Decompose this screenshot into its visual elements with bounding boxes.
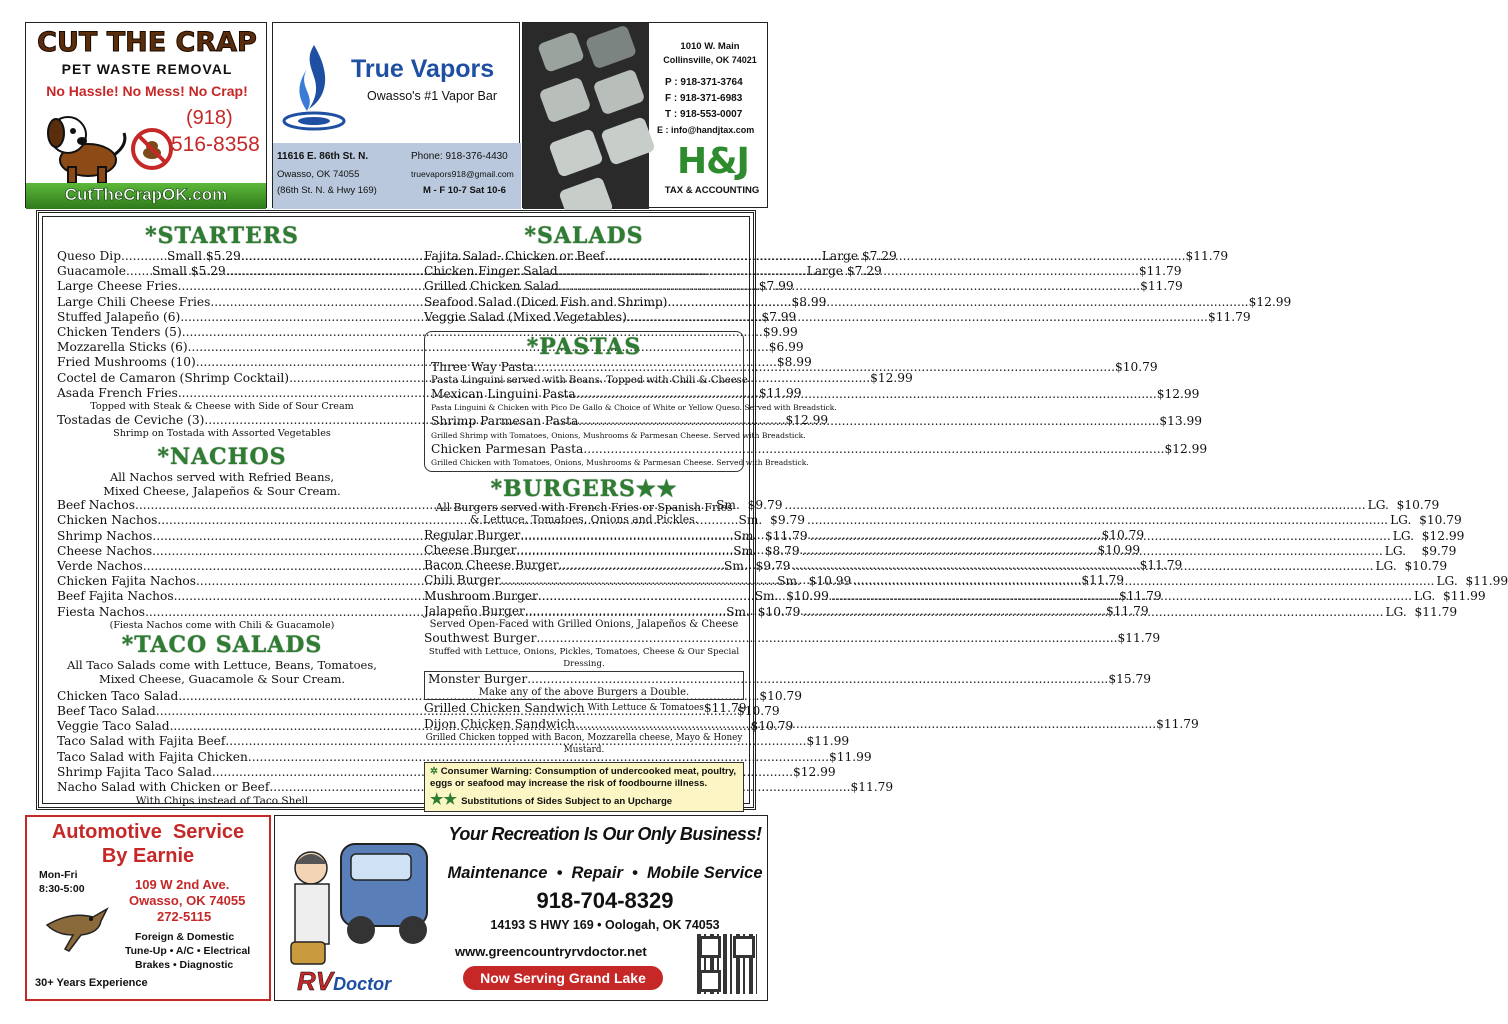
cutcrap-phone: 516-8358 [171,133,260,156]
menu-item: Shrimp Fajita Taco Salad ..... $12.99 [57,765,387,780]
menu-item: Chicken Tenders (5) ..... $9.99 [57,325,387,340]
asada-note: Topped with Steak & Cheese with Side of Sour Cream [90,401,354,413]
ad-hj-tax [522,22,768,208]
cutcrap-title: CUT THE CRAP [37,27,257,58]
jalapeno-note: Served Open-Faced with Grilled Onions, Jalapeños & Cheese [429,619,739,631]
flame-logo-icon [279,39,349,139]
menu-item: Large Cheese Fries ..... $7.99 [57,279,387,294]
vapors-email: truevapors918@gmail.com [411,169,514,179]
menu-item: Monster Burger ..... $15.79 [428,672,740,687]
pasta-note: Grilled Chicken with Tomatoes, Onions, Mushrooms & Parmesan Cheese. Served with Breadstick. [431,457,809,467]
hj-addr2: Collinsville, OK 74021 [663,55,757,65]
cutcrap-area: (918) [186,107,233,129]
auto-addr2: Owasso, OK 74055 [129,893,246,908]
taco-intro2: Mixed Cheese, Guacamole & Sour Cream. [98,671,346,686]
vapors-addr3: (86th St. N. & Hwy 169) [277,185,377,196]
monster-note: Make any of the above Burgers a Double. [478,687,690,699]
menu-item: Mushroom Burger ..... $11.79 [424,589,744,604]
auto-s1: Foreign & Domestic [135,931,235,943]
hj-email: E : info@handjtax.com [657,125,755,135]
menu-item: Bacon Cheese Burger ..... $11.79 [424,558,744,573]
southwest-note: Stuffed with Lettuce, Onions, Pickles, Tomatoes, Cheese & Our Special Dressing. [428,647,740,670]
rv-logo [297,966,391,997]
menu-item: Regular Burger ..... $10.79 [424,528,744,543]
burgers-intro1: All Burgers served with French Fries or Spanish Fries [435,500,733,514]
menu-item: Chicken Finger Salad ..... $11.79 [424,264,744,279]
rv-logo-doctor: Doctor [333,974,392,994]
menu-item: Beef Nachos ..... Sm. $9.79 ..... LG. $10.79 [57,498,387,513]
menu-item: Large Chili Cheese Fries ..... $8.99 [57,295,387,310]
menu-item: Nacho Salad with Chicken or Beef ..... $11.79 [57,780,387,795]
hj-phone: P : 918-371-3764 [665,77,743,88]
menu-item: Taco Salad with Fajita Beef ..... $11.99 [57,734,387,749]
menu-item: Asada French Fries ..... $11.99 [57,386,387,401]
menu-item: Beef Taco Salad ..... $10.79 [57,704,387,719]
ad-cut-the-crap [25,22,267,208]
auto-title2: By Earnie [101,845,195,867]
nachos-intro1: All Nachos served with Refried Beans, [109,470,335,485]
pasta-note: Pasta Linguini served with Beans. Topped with Chili & Cheese [431,375,748,387]
auto-exp: 30+ Years Experience [35,977,148,989]
warning-star-icon: ✲ [430,765,441,777]
roadrunner-icon [41,901,113,957]
menu-item: Taco Salad with Fajita Chicken ..... $11.99 [57,750,387,765]
nachos-title: *NACHOS [157,444,287,471]
menu-item: Stuffed Jalapeño (6) ..... $7.99 [57,310,387,325]
salads-title: *SALADS [524,223,644,249]
burgers-title: *BURGERS★★ [490,475,678,502]
menu-item: Southwest Burger ..... $11.79 [424,631,744,646]
auto-s3: Brakes • Diagnostic [135,959,234,971]
ceviche-note: Shrimp on Tostada with Assorted Vegetables [113,428,331,440]
menu-board [36,210,1508,810]
menu-item: Tostadas de Ceviche (3) ..... $12.99 [57,413,387,428]
qr-code-icon [697,934,757,994]
menu-item: Verde Nachos ..... Sm. $9.79 ..... LG. $10.79 [57,559,387,574]
vapors-name: True Vapors [351,55,495,83]
menu-item: Three Way Pasta ..... $10.79 [431,360,737,375]
rv-doctor-mascot-icon [281,824,441,974]
warning-line1: ✲ Consumer Warning: Consumption of undercooked meat, poultry, [430,765,736,777]
menu-item: Fajita Salad- Chicken or Beef ..... $11.79 [424,249,744,264]
menu-item: Chicken Fajita Nachos ..... Sm. $10.99 ..... LG. $11.99 [57,574,387,589]
cutcrap-tagline: No Hassle! No Mess! No Crap! [46,83,248,99]
nachos-note: (Fiesta Nachos come with Chili & Guacamole) [109,619,335,631]
auto-hours2: 8:30-5:00 [39,883,85,895]
burgers-intro2: & Lettuce, Tomatoes, Onions and Pickles. [469,512,699,526]
menu-item: Veggie Taco Salad ..... $10.79 [57,719,387,734]
hj-fax: F : 918-371-6983 [665,93,743,104]
auto-title1: Automotive Service [51,821,245,843]
menu-item: Chicken Taco Salad ..... $10.79 [57,689,387,704]
rv-addr: 14193 S HWY 169 • Oologah, OK 74053 [490,918,720,932]
ad-automotive [25,815,271,1001]
rv-headline: Your Recreation Is Our Only Business! [448,824,762,844]
warning-box [424,762,744,812]
pasta-note: Pasta Linguini & Chicken with Pico De Gallo & Choice of White or Yellow Queso. Served with Breadstick. [431,403,837,413]
vapors-hours: M - F 10-7 Sat 10-6 [423,185,506,196]
auto-hours1: Mon-Fri [39,869,78,881]
taco-note: With Chips instead of Taco Shell [135,795,309,808]
taco-intro1: All Taco Salads come with Lettuce, Beans, Tomatoes, [67,657,377,672]
menu-item: Chili Burger ..... $11.79 [424,573,744,588]
menu-item: Chicken Parmesan Pasta ..... $12.99 [431,442,737,457]
menu-item: Dijon Chicken Sandwich ..... $11.79 [424,717,744,732]
taco-title: *TACO SALADS [121,631,323,658]
menu-item: Fiesta Nachos ..... Sm. $10.79 ..... LG. $11.79 [57,605,387,620]
rv-banner: Now Serving Grand Lake [463,966,663,990]
rv-logo-rv: RV [297,966,334,996]
monster-box [424,671,1151,700]
vapors-addr2: Owasso, OK 74055 [277,169,360,180]
rv-url: www.greencountryrvdoctor.net [455,944,647,959]
vapors-phone: Phone: 918-376-4430 [411,151,508,162]
menu-item: Chicken Nachos ..... Sm. $9.79 ..... LG. $10.79 [57,513,387,528]
menu-item: Mozzarella Sticks (6) ..... $6.99 [57,340,387,355]
menu-item: Fried Mushrooms (10) ..... $8.99 [57,355,387,370]
menu-item: Cheese Nachos ..... Sm. $8.79 ..... LG. $9.79 [57,544,387,559]
warning-line2: eggs or seafood may increase the risk of foodbourne illness. [430,777,708,789]
menu-item: Grilled Chicken Salad ..... $11.79 [424,279,744,294]
hj-logo: H&J [677,141,749,182]
auto-addr1: 109 W 2nd Ave. [135,877,230,892]
menu-item: Shrimp Nachos ..... Sm. $11.79 ..... LG. $12.99 [57,529,387,544]
hj-addr1: 1010 W. Main [680,41,740,52]
menu-item: Coctel de Camaron (Shrimp Cocktail) ..... $12.99 [57,371,387,386]
menu-item: Beef Fajita Nachos ..... Sm. $10.99 ..... LG. $11.99 [57,589,387,604]
menu-item: Veggie Salad (Mixed Vegetables) ..... $11.79 [424,310,744,325]
double-star-icon: ★★ [430,790,462,808]
rv-phone: 918-704-8329 [536,888,674,913]
pasta-note: Grilled Shrimp with Tomatoes, Onions, Mushrooms & Parmesan Cheese. Served with Breadstick. [431,430,806,440]
no-poop-icon [130,127,174,171]
menu-item: Mexican Linguini Pasta ..... $12.99 [431,387,737,402]
ad-true-vapors [272,22,520,208]
pastas-title: *PASTAS [526,334,642,361]
dog-icon [38,105,130,187]
cutcrap-url: CutTheCrapOK.com [64,185,228,204]
auto-s2: Tune-Up • A/C • Electrical [125,945,251,957]
hj-tel: T : 918-553-0007 [665,109,743,120]
hj-sub: TAX & ACCOUNTING [664,185,760,196]
menu-item: Shrimp Parmesan Pasta ..... $13.99 [431,414,737,429]
dijon-note: Grilled Chicken topped with Bacon, Mozzarella cheese, Mayo & Honey Mustard. [425,732,743,755]
cutcrap-subtitle: PET WASTE REMOVAL [61,61,233,77]
warning-subs: ★★ Substitutions of Sides Subject to an Upcharge [430,790,673,808]
menu-item: Guacamole ..... Small $5.29 ..... Large $7.29 [57,264,387,279]
nachos-intro2: Mixed Cheese, Jalapeños & Sour Cream. [103,484,341,499]
starters-title: *STARTERS [145,223,299,249]
ad-rv-doctor [274,815,768,1001]
vapors-tagline: Owasso's #1 Vapor Bar [367,89,497,103]
auto-phone: 272-5115 [157,909,212,924]
menu-item: Jalapeño Burger ..... $11.79 [424,604,744,619]
menu-item: Queso Dip ..... Small $5.29 ..... Large $7.29 [57,249,387,264]
rv-services: Maintenance • Repair • Mobile Service [447,864,763,882]
calculator-image [523,23,649,209]
vapors-addr1: 11616 E. 86th St. N. [277,151,369,162]
menu-item: Grilled Chicken Sandwich With Lettuce & Tomatoes $11.79 [424,701,747,716]
menu-item: Seafood Salad (Diced Fish and Shrimp) ..... $12.99 [424,295,744,310]
menu-item: Cheese Burger ..... $10.99 [424,543,744,558]
